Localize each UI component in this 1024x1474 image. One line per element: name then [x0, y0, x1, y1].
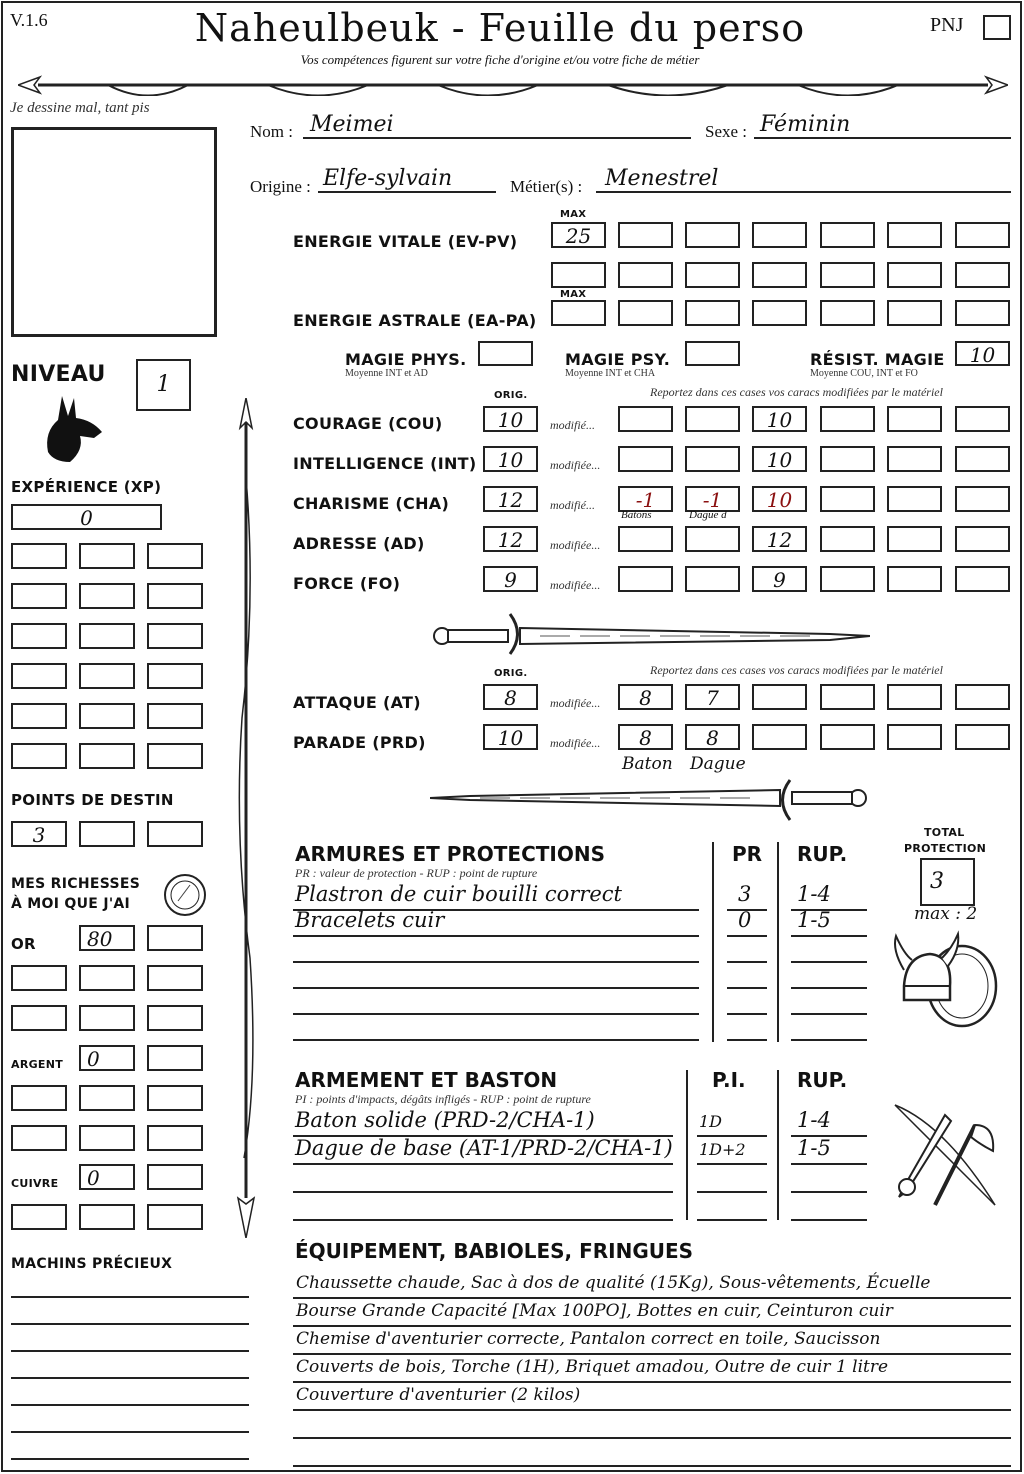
- total-protection-label-1: TOTAL: [924, 826, 965, 839]
- ea-box[interactable]: [551, 300, 606, 326]
- precious-label: MACHINS PRÉCIEUX: [11, 1256, 173, 1272]
- equipment-underline: [293, 1465, 1011, 1467]
- ev-box[interactable]: [820, 222, 875, 248]
- resist-magie-label: RÉSIST. MAGIE: [810, 350, 945, 369]
- xp-box[interactable]: [79, 663, 135, 689]
- ev-box[interactable]: [752, 262, 807, 288]
- weapon-name: Dague de base (AT-1/PRD-2/CHA-1): [295, 1136, 673, 1160]
- carac-label: INTELLIGENCE (INT): [293, 454, 477, 473]
- carac-mod-box[interactable]: [955, 526, 1010, 552]
- carac-mod-box[interactable]: 10: [752, 406, 807, 432]
- ev-box[interactable]: [752, 222, 807, 248]
- carac-mod-box[interactable]: [685, 566, 740, 592]
- armor-name: Bracelets cuir: [295, 908, 445, 932]
- combat-orig-box[interactable]: 10: [483, 724, 538, 750]
- weapon-name-line: [293, 1191, 673, 1193]
- wealth-label-1: MES RICHESSES: [11, 876, 141, 892]
- sword-icon: [430, 612, 870, 656]
- pnj-label: PNJ: [930, 14, 964, 36]
- nom-underline: [303, 137, 691, 139]
- ea-box[interactable]: [887, 300, 942, 326]
- carac-mod-box[interactable]: [955, 566, 1010, 592]
- equipment-line: Bourse Grande Capacité [Max 100PO], Bottes en cuir, Ceinturon cuir: [296, 1301, 893, 1321]
- precious-line: [11, 1350, 249, 1352]
- equipment-underline: [293, 1297, 1011, 1299]
- carac-mod-box[interactable]: [820, 526, 875, 552]
- weapons-title: ARMEMENT ET BASTON: [295, 1068, 558, 1092]
- carac-label: CHARISME (CHA): [293, 494, 450, 513]
- weapon-note-dague: Dague: [690, 754, 746, 774]
- combat-orig-box[interactable]: 8: [483, 684, 538, 710]
- combat-mod-box[interactable]: [752, 724, 807, 750]
- sheet-title: Naheulbeuk - Feuille du perso: [194, 6, 806, 50]
- ev-box[interactable]: 25: [551, 222, 606, 248]
- magie-phys-label: MAGIE PHYS.: [345, 350, 467, 369]
- argent-box[interactable]: 0: [79, 1045, 135, 1071]
- armor-rup-line: [791, 987, 867, 989]
- weapon-rup: 1-5: [797, 1136, 831, 1160]
- carac-mod-label: modifié...: [550, 418, 595, 432]
- carac-mod-box[interactable]: [618, 526, 673, 552]
- weapon-rup: 1-4: [797, 1108, 831, 1132]
- ev-label: ENERGIE VITALE (EV-PV): [293, 232, 518, 251]
- spear-icon: [18, 74, 1008, 96]
- cha-note-dague: Dague d: [689, 509, 727, 521]
- resist-magie-note: Moyenne COU, INT et FO: [810, 368, 918, 379]
- weapons-rup-header: RUP.: [797, 1068, 848, 1092]
- carac-mod-box[interactable]: 9: [752, 566, 807, 592]
- magie-psy-label: MAGIE PSY.: [565, 350, 671, 369]
- armor-pr-line: [727, 935, 767, 937]
- xp-box[interactable]: [79, 623, 135, 649]
- precious-line: [11, 1431, 249, 1433]
- destiny-box[interactable]: 3: [11, 821, 67, 847]
- equipment-line: Chemise d'aventurier correcte, Pantalon correct en toile, Saucisson: [296, 1329, 881, 1349]
- combat-mod-box[interactable]: 8: [685, 724, 740, 750]
- carac-orig-box[interactable]: 10: [483, 406, 538, 432]
- cuivre-label: CUIVRE: [11, 1177, 59, 1190]
- carac-mod-box[interactable]: [887, 406, 942, 432]
- carac-mod-box[interactable]: -1: [685, 486, 740, 512]
- carac-mod-box[interactable]: [685, 446, 740, 472]
- xp-box[interactable]: [11, 583, 67, 609]
- sexe-value[interactable]: Féminin: [760, 112, 851, 137]
- coin-icon: [162, 873, 208, 917]
- xp-box[interactable]: [11, 663, 67, 689]
- armor-divider-1: [712, 842, 714, 1042]
- ea-max-label: MAX: [560, 289, 587, 300]
- weapons-divider-2: [777, 1070, 779, 1220]
- argent-box[interactable]: [79, 1085, 135, 1111]
- weapon-pi: 1D+2: [699, 1140, 746, 1159]
- argent-box[interactable]: [79, 1125, 135, 1151]
- ev-box[interactable]: [820, 262, 875, 288]
- armor-pr-line: [727, 987, 767, 989]
- xp-box[interactable]: [79, 543, 135, 569]
- weapon-name-line: [293, 1163, 673, 1165]
- ev-box[interactable]: [685, 222, 740, 248]
- armor-pr-line: [727, 1039, 767, 1041]
- carac-orig-box[interactable]: 12: [483, 486, 538, 512]
- carac-mod-box[interactable]: [887, 526, 942, 552]
- xp-box[interactable]: [11, 543, 67, 569]
- origine-label: Origine :: [250, 177, 311, 196]
- precious-line: [11, 1323, 249, 1325]
- ev-box[interactable]: [618, 222, 673, 248]
- xp-box[interactable]: [147, 583, 203, 609]
- xp-box[interactable]: [11, 743, 67, 769]
- xp-box[interactable]: [147, 703, 203, 729]
- crossed-weapons-icon: [885, 1095, 1005, 1215]
- carac-orig-box[interactable]: 12: [483, 526, 538, 552]
- armor-rup-header: RUP.: [797, 842, 848, 866]
- combat-mod-box[interactable]: [820, 684, 875, 710]
- armor-name-line: [293, 961, 699, 963]
- combat-mod-box[interactable]: 7: [685, 684, 740, 710]
- weapon-rup-line: [791, 1163, 867, 1165]
- carac-mod-box[interactable]: [685, 406, 740, 432]
- origine-underline: [318, 191, 496, 193]
- carac-mod-box[interactable]: 12: [752, 526, 807, 552]
- xp-box[interactable]: [11, 623, 67, 649]
- origine-value[interactable]: Elfe-sylvain: [323, 166, 453, 191]
- ev-max-label: MAX: [560, 209, 587, 220]
- combat-orig-label: ORIG.: [494, 668, 528, 679]
- combat-report-note: Reportez dans ces cases vos caracs modifiées par le matériel: [650, 663, 943, 677]
- carac-mod-box[interactable]: [887, 486, 942, 512]
- carac-mod-box[interactable]: [685, 526, 740, 552]
- ev-box[interactable]: [551, 262, 606, 288]
- carac-mod-label: modifiée...: [550, 458, 601, 472]
- armor-rup: 1-5: [797, 908, 831, 932]
- argent-label: ARGENT: [11, 1058, 64, 1071]
- magie-phys-note: Moyenne INT et AD: [345, 368, 428, 379]
- xp-box[interactable]: [79, 743, 135, 769]
- carac-mod-box[interactable]: [820, 446, 875, 472]
- sheet-subtitle: Vos compétences figurent sur votre fiche d'origine et/ou votre fiche de métier: [300, 52, 700, 67]
- argent-box[interactable]: [147, 1125, 203, 1151]
- combat-mod-box[interactable]: [955, 684, 1010, 710]
- xp-box[interactable]: [147, 623, 203, 649]
- armor-rup-line: [791, 961, 867, 963]
- xp-box[interactable]: [147, 543, 203, 569]
- ev-box[interactable]: [955, 222, 1010, 248]
- weapon-rup-line: [791, 1219, 867, 1221]
- precious-line: [11, 1377, 249, 1379]
- carac-mod-box[interactable]: 10: [752, 446, 807, 472]
- weapon-pi-line: [697, 1135, 767, 1137]
- version-label: V.1.6: [10, 10, 48, 30]
- argent-box[interactable]: [11, 1125, 67, 1151]
- carac-mod-box[interactable]: [955, 406, 1010, 432]
- metier-value[interactable]: Menestrel: [605, 166, 719, 191]
- nom-label: Nom :: [250, 122, 293, 141]
- equipment-underline: [293, 1381, 1011, 1383]
- equipment-line: Chaussette chaude, Sac à dos de qualité (15Kg), Sous-vêtements, Écuelle: [296, 1273, 931, 1293]
- sexe-underline: [754, 137, 1011, 139]
- armor-note: PR : valeur de protection - RUP : point de rupture: [295, 866, 538, 880]
- armor-pr-line: [727, 961, 767, 963]
- dragon-head-icon: [40, 392, 106, 464]
- combat-mod-box[interactable]: [820, 724, 875, 750]
- carac-mod-box[interactable]: [887, 446, 942, 472]
- cuivre-box[interactable]: 0: [79, 1164, 135, 1190]
- combat-mod-box[interactable]: 8: [618, 724, 673, 750]
- carac-mod-box[interactable]: [618, 446, 673, 472]
- ev-box[interactable]: [887, 262, 942, 288]
- total-protection-label-2: PROTECTION: [904, 842, 987, 855]
- or-box[interactable]: [11, 965, 67, 991]
- equipment-underline: [293, 1325, 1011, 1327]
- precious-line: [11, 1458, 249, 1460]
- armor-name-line: [293, 1013, 699, 1015]
- or-box[interactable]: 80: [79, 925, 135, 951]
- or-label: OR: [11, 935, 36, 953]
- combat-mod-box[interactable]: [752, 684, 807, 710]
- carac-mod-box[interactable]: [955, 486, 1010, 512]
- argent-box[interactable]: [147, 1085, 203, 1111]
- ea-label: ENERGIE ASTRALE (EA-PA): [293, 311, 537, 330]
- carac-mod-box[interactable]: [618, 566, 673, 592]
- niveau-label: NIVEAU: [11, 362, 106, 387]
- equipment-line: Couverts de bois, Torche (1H), Briquet amadou, Outre de cuir 1 litre: [296, 1357, 889, 1377]
- portrait-caption: Je dessine mal, tant pis: [10, 100, 150, 116]
- carac-orig-box[interactable]: 9: [483, 566, 538, 592]
- niveau-box[interactable]: 1: [136, 359, 191, 411]
- or-box[interactable]: [79, 965, 135, 991]
- combat-mod-label: modifiée...: [550, 696, 601, 710]
- or-box[interactable]: [79, 1005, 135, 1031]
- ev-box[interactable]: [955, 262, 1010, 288]
- carac-mod-box[interactable]: [820, 566, 875, 592]
- precious-line: [11, 1404, 249, 1406]
- max-protection-note: max : 2: [914, 904, 978, 924]
- experience-label: EXPÉRIENCE (XP): [11, 478, 162, 496]
- xp-box[interactable]: [11, 703, 67, 729]
- experience-box[interactable]: 0: [11, 504, 162, 530]
- or-box[interactable]: [147, 965, 203, 991]
- or-box[interactable]: [147, 925, 203, 951]
- nom-value[interactable]: Meimei: [310, 112, 394, 137]
- carac-report-note: Reportez dans ces cases vos caracs modifiées par le matériel: [650, 385, 943, 399]
- ev-box[interactable]: [887, 222, 942, 248]
- carac-mod-label: modifiée...: [550, 538, 601, 552]
- weapons-divider-1: [686, 1070, 688, 1220]
- carac-mod-box[interactable]: [820, 406, 875, 432]
- carac-mod-label: modifiée...: [550, 578, 601, 592]
- armor-pr-line: [727, 1013, 767, 1015]
- combat-mod-box[interactable]: 8: [618, 684, 673, 710]
- weapon-pi: 1D: [699, 1112, 723, 1131]
- ea-box[interactable]: [955, 300, 1010, 326]
- carac-orig-box[interactable]: 10: [483, 446, 538, 472]
- xp-box[interactable]: [79, 703, 135, 729]
- magie-psy-box[interactable]: [685, 341, 740, 366]
- total-protection-box[interactable]: 3: [920, 858, 975, 906]
- metier-underline: [596, 191, 1011, 193]
- armor-rup-line: [791, 1013, 867, 1015]
- cuivre-box[interactable]: [147, 1204, 203, 1230]
- carac-mod-box[interactable]: -1: [618, 486, 673, 512]
- equipment-underline: [293, 1437, 1011, 1439]
- ev-box[interactable]: [685, 262, 740, 288]
- carac-mod-box[interactable]: 10: [752, 486, 807, 512]
- combat-mod-box[interactable]: [955, 724, 1010, 750]
- spear-icon: [232, 398, 260, 1238]
- weapons-pi-header: P.I.: [712, 1068, 746, 1092]
- carac-label: FORCE (FO): [293, 574, 401, 593]
- weapon-name: Baton solide (PRD-2/CHA-1): [295, 1108, 595, 1132]
- magie-phys-box[interactable]: [478, 341, 533, 366]
- armor-name: Plastron de cuir bouilli correct: [295, 882, 622, 906]
- cha-note-batons: Batons: [621, 509, 652, 521]
- sexe-label: Sexe :: [705, 122, 748, 141]
- armor-divider-2: [777, 842, 779, 1042]
- equipment-underline: [293, 1409, 1011, 1411]
- ev-box[interactable]: [618, 262, 673, 288]
- armor-rup-line: [791, 1039, 867, 1041]
- carac-mod-box[interactable]: [820, 486, 875, 512]
- carac-label: ADRESSE (AD): [293, 534, 425, 553]
- precious-line: [11, 1296, 249, 1298]
- or-box[interactable]: [147, 1005, 203, 1031]
- armor-pr: 3: [738, 882, 752, 906]
- metier-label: Métier(s) :: [510, 177, 583, 196]
- cuivre-box[interactable]: [79, 1204, 135, 1230]
- weapon-note-baton: Baton: [622, 754, 673, 774]
- cuivre-box[interactable]: [11, 1204, 67, 1230]
- carac-mod-box[interactable]: [618, 406, 673, 432]
- carac-mod-box[interactable]: [887, 566, 942, 592]
- portrait-box[interactable]: [11, 127, 217, 337]
- carac-orig-label: ORIG.: [494, 390, 528, 401]
- resist-magie-box[interactable]: 10: [955, 341, 1010, 366]
- or-box[interactable]: [11, 1005, 67, 1031]
- armor-name-line: [293, 987, 699, 989]
- weapon-pi-line: [697, 1219, 767, 1221]
- combat-mod-label: modifiée...: [550, 736, 601, 750]
- helmet-shield-icon: [890, 930, 1000, 1030]
- combat-label: PARADE (PRD): [293, 733, 426, 752]
- carac-mod-box[interactable]: [955, 446, 1010, 472]
- wealth-label-2: À MOI QUE J'AI: [11, 896, 131, 912]
- combat-label: ATTAQUE (AT): [293, 693, 421, 712]
- cuivre-box[interactable]: [147, 1164, 203, 1190]
- equipment-title: ÉQUIPEMENT, BABIOLES, FRINGUES: [295, 1239, 694, 1263]
- ea-box[interactable]: [752, 300, 807, 326]
- magie-psy-note: Moyenne INT et CHA: [565, 368, 656, 379]
- combat-mod-box[interactable]: [887, 724, 942, 750]
- sword-icon: [430, 778, 870, 822]
- armor-rup-line: [791, 935, 867, 937]
- xp-box[interactable]: [147, 663, 203, 689]
- weapon-pi-line: [697, 1163, 767, 1165]
- weapon-rup-line: [791, 1191, 867, 1193]
- argent-box[interactable]: [11, 1085, 67, 1111]
- ea-box[interactable]: [820, 300, 875, 326]
- ea-box[interactable]: [685, 300, 740, 326]
- destiny-box[interactable]: [147, 821, 203, 847]
- destiny-box[interactable]: [79, 821, 135, 847]
- armor-name-line: [293, 1039, 699, 1041]
- ea-box[interactable]: [618, 300, 673, 326]
- pnj-checkbox[interactable]: [983, 15, 1011, 40]
- armor-rup: 1-4: [797, 882, 831, 906]
- weapon-name-line: [293, 1219, 673, 1221]
- armor-title: ARMURES ET PROTECTIONS: [295, 842, 605, 866]
- carac-label: COURAGE (COU): [293, 414, 443, 433]
- carac-mod-label: modifié...: [550, 498, 595, 512]
- equipment-underline: [293, 1353, 1011, 1355]
- weapon-pi-line: [697, 1191, 767, 1193]
- xp-box[interactable]: [147, 743, 203, 769]
- armor-pr: 0: [738, 908, 752, 932]
- xp-box[interactable]: [79, 583, 135, 609]
- equipment-line: Couverture d'aventurier (2 kilos): [296, 1385, 581, 1405]
- argent-box[interactable]: [147, 1045, 203, 1071]
- destiny-label: POINTS DE DESTIN: [11, 791, 174, 809]
- armor-name-line: [293, 935, 699, 937]
- weapons-note: PI : points d'impacts, dégâts infligés - RUP : point de rupture: [295, 1092, 591, 1106]
- combat-mod-box[interactable]: [887, 684, 942, 710]
- armor-pr-header: PR: [732, 842, 763, 866]
